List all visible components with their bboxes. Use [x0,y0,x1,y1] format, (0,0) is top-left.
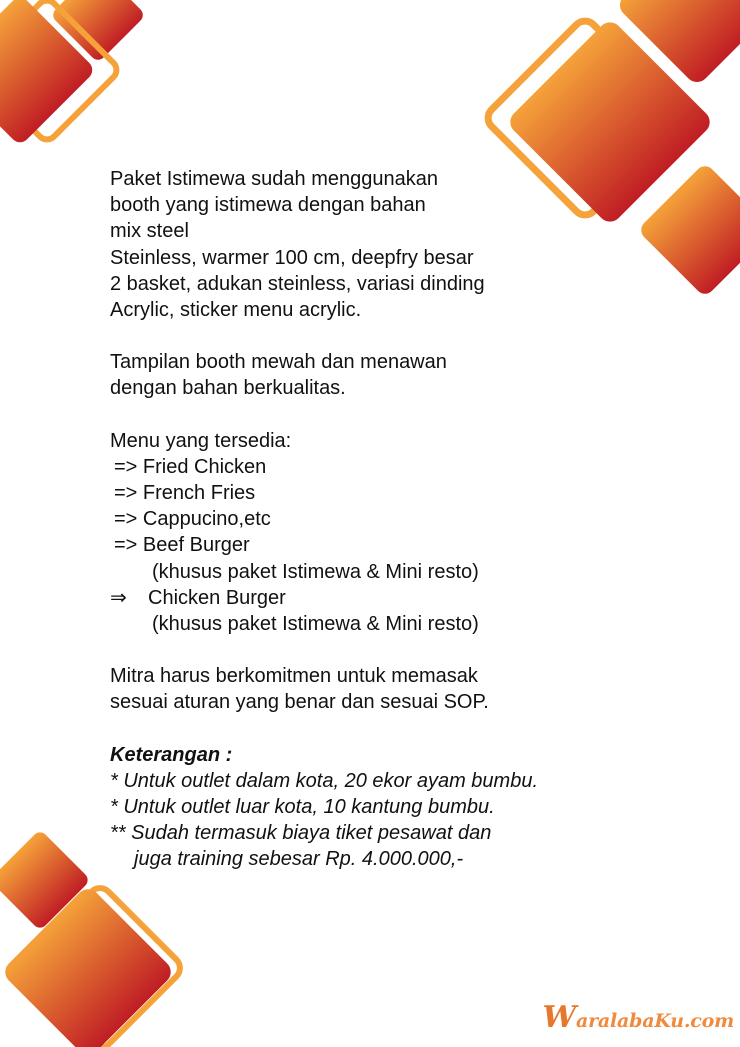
menu-item [110,480,710,506]
description-line: Acrylic, sticker menu acrylic. [110,299,362,322]
menu-title: Menu yang tersedia: [110,429,292,452]
commitment-line: Mitra harus berkomitmen untuk memasak [110,665,478,688]
description-line: Paket Istimewa sudah menggunakan [110,168,438,190]
notes-title: Keterangan : [110,743,233,766]
menu-item-label: Chicken Burger [148,586,286,609]
appearance-line: dengan bahan berkualitas. [110,377,346,400]
commitment-line: sesuai aturan yang benar dan sesuai SOP. [110,691,489,714]
description-line: 2 basket, adukan steinless, variasi dinding [110,272,485,295]
note-item: ** Sudah termasuk biaya tiket pesawat dan [110,822,492,845]
menu-block [110,428,710,638]
menu-item-note: (khusus paket Istimewa & Mini resto) [152,560,479,583]
note-item: * Untuk outlet luar kota, 10 kantung bumbu. [110,796,495,819]
menu-item [110,585,710,611]
arrow-icon: => [114,534,138,557]
note-continuation: juga training sebesar Rp. 4.000.000,- [134,848,464,871]
menu-item-label: French Fries [142,482,256,505]
menu-item-label: Fried Chicken [142,455,267,478]
menu-item-note: (khusus paket Istimewa & Mini resto) [152,613,479,636]
note-item: * Untuk outlet dalam kota, 20 ekor ayam bumbu. [110,769,539,792]
commitment-block [110,663,710,715]
description-block [110,166,710,323]
description-line: booth yang istimewa dengan bahan [110,194,426,217]
menu-item-label: Cappucino,etc [142,508,271,531]
menu-item [110,454,710,480]
arrow-icon: => [114,455,138,478]
document-body [110,166,710,873]
arrow-icon: => [114,508,138,531]
menu-item [110,506,710,532]
notes-block [110,742,710,873]
description-line: Steinless, warmer 100 cm, deepfry besar [110,246,474,269]
description-line: mix steel [110,220,189,243]
menu-item-label: Beef Burger [142,534,250,557]
double-arrow-icon: ⇒ [110,586,127,609]
menu-item [110,532,710,558]
arrow-icon: => [114,482,138,505]
appearance-line: Tampilan booth mewah dan menawan [110,351,447,374]
watermark-logo [542,1000,734,1035]
watermark-initial: W [542,1000,576,1035]
appearance-block [110,349,710,401]
watermark-text: aralabaKu.com [575,1010,734,1032]
